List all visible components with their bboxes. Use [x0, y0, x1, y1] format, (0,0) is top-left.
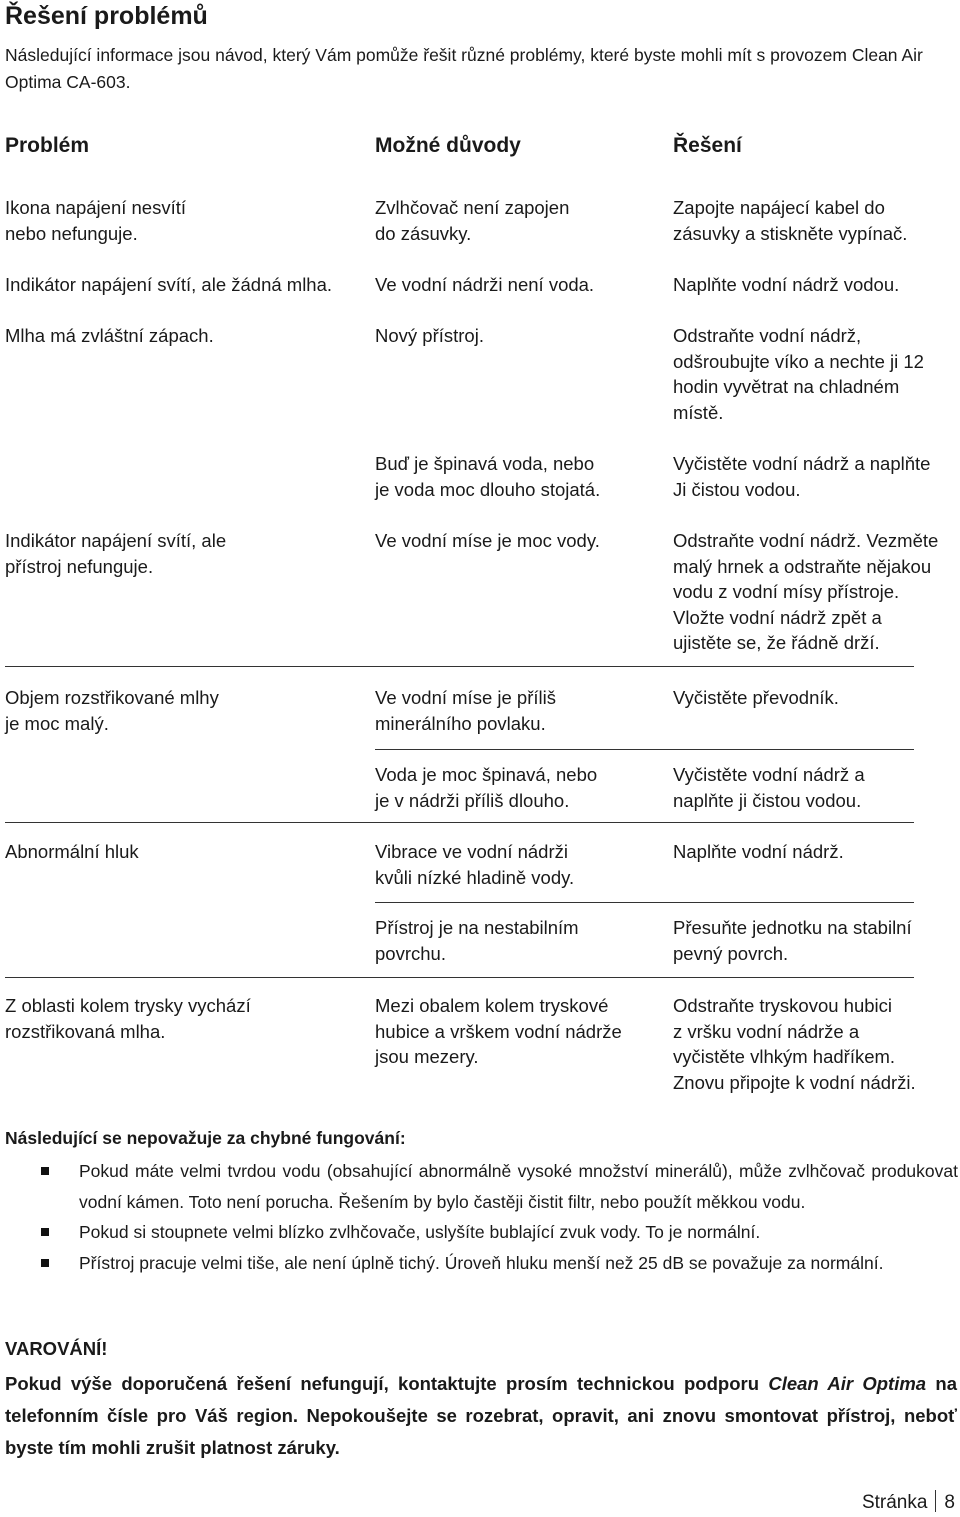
page-title: Řešení problémů [5, 2, 208, 30]
section-divider [5, 822, 914, 823]
table-cell-problem: Indikátor napájení svítí, ale žádná mlha. [5, 274, 333, 295]
table-cell-solution: Vyčistěte vodní nádrž a naplňte Ji čistou vodou. [673, 453, 931, 500]
page-number: 8 [944, 1492, 955, 1513]
warning-text-part: na telefonním čísle pro Váš region. Nepokoušejte se rozebrat, opravit, ani znovu smontovat přístroj, neboť byste tím mohli zrušit platnost záruky. [5, 1373, 958, 1458]
brand-name: Clean Air Optima [768, 1373, 927, 1394]
warning-text-part: Pokud výše doporučená řešení nefungují, kontaktujte prosím technickou podporu [5, 1373, 769, 1394]
row-divider [375, 902, 914, 903]
table-cell-problem: Objem rozstřikované mlhy je moc malý. [5, 687, 219, 734]
section-divider [5, 666, 914, 667]
row-divider [375, 749, 914, 750]
table-cell-cause: Voda je moc špinavá, nebo je v nádrži příliš dlouho. [375, 764, 598, 811]
bullet-square-icon [41, 1167, 49, 1175]
table-cell-problem: Ikona napájení nesvítí nebo nefunguje. [5, 197, 187, 244]
page-label: Stránka [861, 1492, 928, 1513]
section-divider [5, 977, 914, 978]
list-item-text: Pokud máte velmi tvrdou vodu (obsahující abnormálně vysoké množství minerálů), může zvlhčovač produkovat vodní kámen. Toto není porucha. Řešením by bylo častěji čistit filtr, nebo použít měkkou vodu. [79, 1161, 958, 1212]
table-cell-cause: Nový přístroj. [375, 325, 484, 346]
warning-text [5, 1368, 957, 1464]
column-header-causes: Možné důvody [375, 134, 521, 157]
table-cell-solution: Vyčistěte vodní nádrž a naplňte ji čistou vodou. [673, 764, 865, 811]
list-item-text: Přístroj pracuje velmi tiše, ale není úplně tichý. Úroveň hluku menší než 25 dB se považuje za normální. [79, 1252, 884, 1273]
table-cell-cause: Vibrace ve vodní nádrži kvůli nízké hladině vody. [375, 841, 575, 888]
list-item-text: Pokud si stoupnete velmi blízko zvlhčovače, uslyšíte bublající zvuk vody. To je normální. [79, 1222, 761, 1242]
table-cell-cause: Ve vodní míse je moc vody. [375, 530, 600, 551]
column-header-problem: Problém [5, 134, 90, 157]
not-faults-heading: Následující se nepovažuje za chybné fungování: [5, 1128, 406, 1148]
table-cell-solution: Odstraňte vodní nádrž, odšroubujte víko a nechte ji 12 hodin vyvětrat na chladném místě. [673, 325, 924, 423]
table-cell-cause: Ve vodní nádrži není voda. [375, 274, 595, 295]
table-cell-solution: Naplňte vodní nádrž vodou. [673, 274, 900, 295]
list-item [0, 1156, 958, 1217]
table-cell-problem: Indikátor napájení svítí, ale přístroj nefunguje. [5, 530, 227, 577]
table-cell-cause: Buď je špinavá voda, nebo je voda moc dlouho stojatá. [375, 453, 601, 500]
table-cell-solution: Odstraňte vodní nádrž. Vezměte malý hrnek a odstraňte nějakou vodu z vodní mísy přístroje. Vložte vodní nádrž zpět a ujistěte se, že řádně drží. [673, 530, 939, 653]
table-cell-solution: Odstraňte tryskovou hubici z vršku vodní nádrže a vyčistěte vlhkým hadříkem. Znovu připojte k vodní nádrži. [673, 995, 916, 1093]
bullet-square-icon [41, 1259, 49, 1267]
page-footer [862, 1490, 955, 1514]
list-item [0, 1217, 958, 1248]
table-cell-problem: Abnormální hluk [5, 841, 139, 862]
table-cell-problem: Mlha má zvláštní zápach. [5, 325, 214, 346]
table-cell-cause: Zvlhčovač není zapojen do zásuvky. [375, 197, 570, 244]
list-item [0, 1248, 958, 1279]
not-faults-list [0, 1156, 958, 1278]
table-cell-solution: Zapojte napájecí kabel do zásuvky a stiskněte vypínač. [673, 197, 908, 244]
table-cell-cause: Ve vodní míse je příliš minerálního povlaku. [375, 687, 556, 734]
warning-heading: VAROVÁNÍ! [5, 1338, 108, 1359]
table-cell-cause: Mezi obalem kolem tryskové hubice a vrškem vodní nádrže jsou mezery. [375, 995, 622, 1067]
table-cell-problem: Z oblasti kolem trysky vychází rozstřikovaná mlha. [5, 995, 251, 1042]
column-header-solution: Řešení [673, 134, 742, 157]
table-cell-solution: Naplňte vodní nádrž. [673, 841, 844, 862]
table-cell-solution: Přesuňte jednotku na stabilní pevný povrch. [673, 917, 912, 964]
intro-paragraph: Následující informace jsou návod, který Vám pomůže řešit různé problémy, které byste mohli mít s provozem Clean Air Optima CA-603. [5, 45, 923, 92]
bullet-square-icon [41, 1228, 49, 1236]
table-cell-solution: Vyčistěte převodník. [673, 687, 839, 708]
table-cell-cause: Přístroj je na nestabilním povrchu. [375, 917, 579, 964]
footer-separator [935, 1490, 936, 1512]
